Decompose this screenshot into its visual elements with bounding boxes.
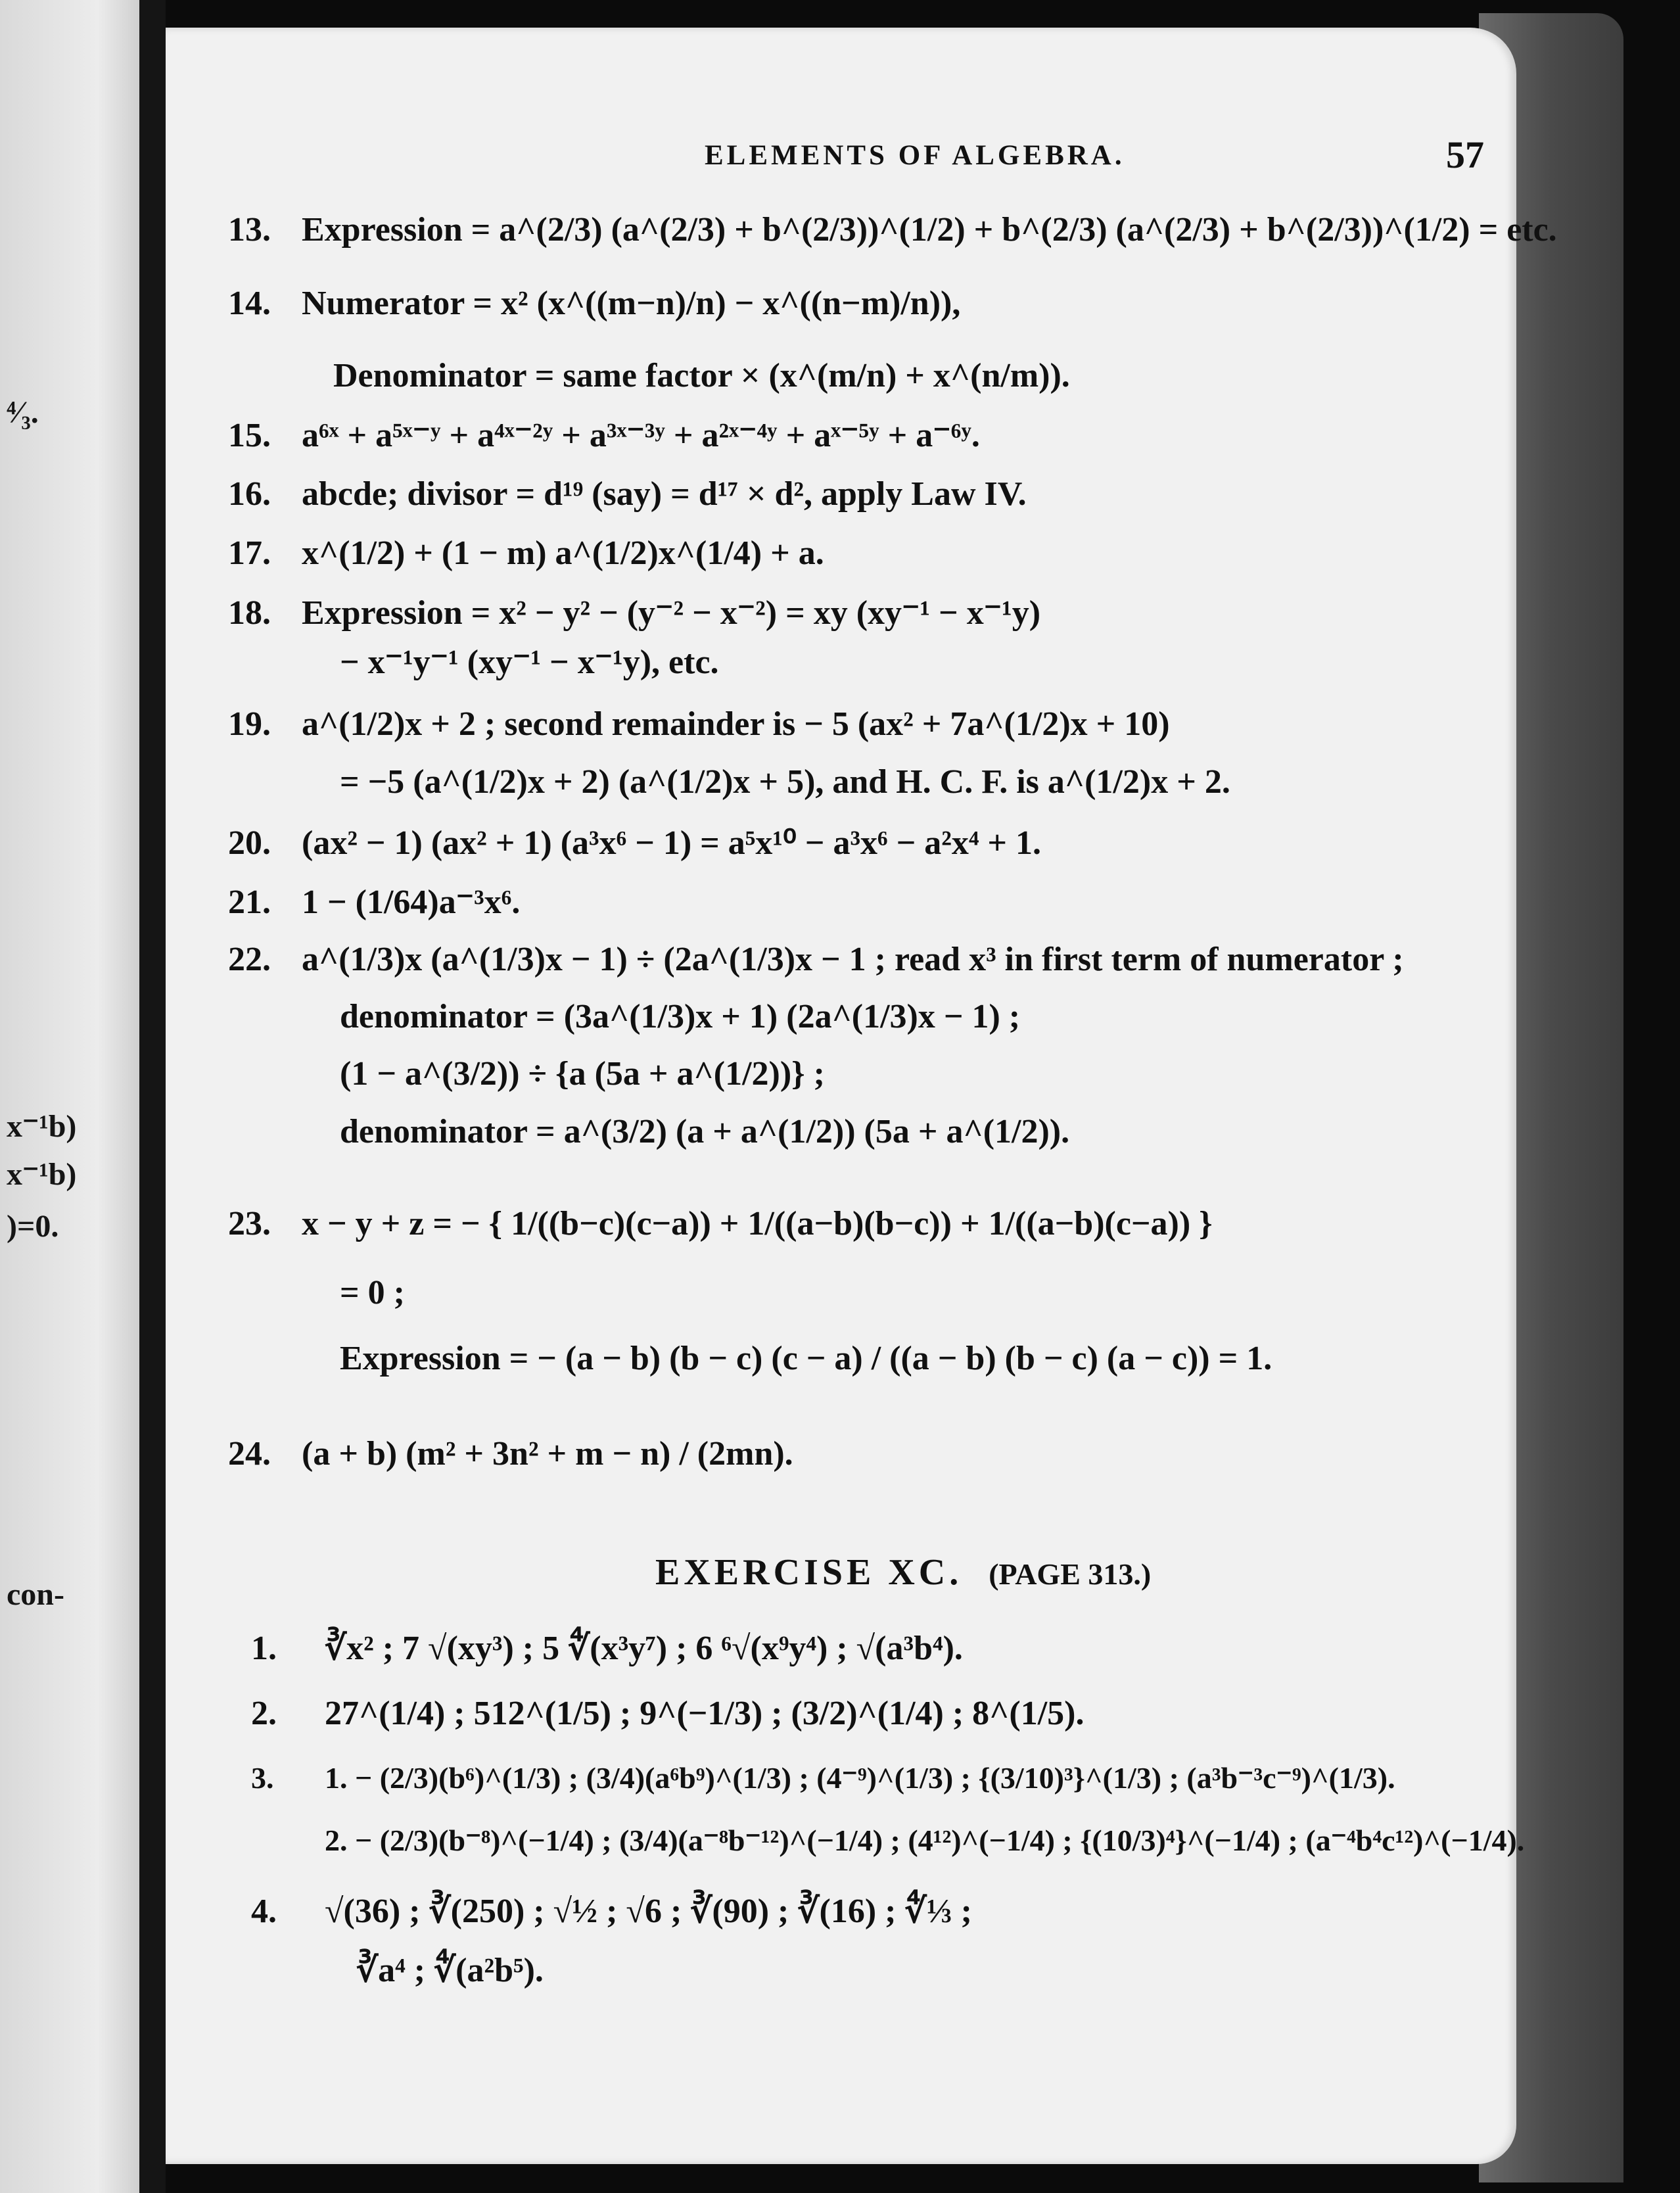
answer-number: 1. bbox=[251, 1630, 277, 1667]
margin-fragment: )=0. bbox=[7, 1209, 59, 1244]
answer-line bbox=[228, 415, 980, 455]
answer-text: Denominator = same factor × (x^(m/n) + x^(n/m)). bbox=[333, 357, 1070, 394]
answer-line bbox=[251, 1694, 1084, 1733]
answer-line bbox=[228, 823, 1041, 862]
answer-line bbox=[333, 356, 1070, 395]
answer-text: (a + b) (m² + 3n² + m − n) / (2mn). bbox=[302, 1435, 793, 1473]
answer-number: 2. bbox=[251, 1695, 277, 1732]
margin-fragment: con- bbox=[7, 1577, 64, 1612]
answer-number: 14. bbox=[228, 285, 271, 322]
answer-text: Expression = − (a − b) (b − c) (c − a) / ((a − b) (b − c) (a − c)) = 1. bbox=[340, 1340, 1272, 1377]
answer-text: ∛a⁴ ; ∜(a²b⁵). bbox=[356, 1952, 544, 1989]
answer-line bbox=[228, 1204, 1213, 1243]
answer-line bbox=[228, 475, 1027, 513]
exercise-page-ref: (PAGE 313.) bbox=[989, 1557, 1152, 1591]
answer-text: abcde; divisor = d¹⁹ (say) = d¹⁷ × d², apply Law IV. bbox=[302, 475, 1027, 513]
margin-fragment: x⁻¹b) bbox=[7, 1109, 77, 1144]
answer-text: 1. − (2/3)(b⁶)^(1/3) ; (3/4)(a⁶b⁹)^(1/3) ; (4⁻⁹)^(1/3) ; {(3/10)³}^(1/3) ; (a³b⁻³c⁻⁹)^(1/3). bbox=[325, 1761, 1395, 1795]
answer-line bbox=[251, 1628, 963, 1668]
answer-number: 18. bbox=[228, 594, 271, 632]
book-gutter bbox=[139, 0, 166, 2193]
answer-number: 22. bbox=[228, 941, 271, 978]
answer-line bbox=[251, 1760, 1395, 1795]
answer-line bbox=[325, 1822, 1524, 1858]
answer-line bbox=[340, 763, 1230, 801]
page-number: 57 bbox=[1446, 133, 1484, 176]
answer-line bbox=[340, 997, 1020, 1036]
answer-number: 13. bbox=[228, 211, 271, 248]
answer-text: = −5 (a^(1/2)x + 2) (a^(1/2)x + 5), and H. C. F. is a^(1/2)x + 2. bbox=[340, 763, 1230, 801]
answer-text: Expression = x² − y² − (y⁻² − x⁻²) = xy (xy⁻¹ − x⁻¹y) bbox=[302, 594, 1041, 632]
facing-page-edge bbox=[0, 0, 139, 2193]
answer-number: 19. bbox=[228, 705, 271, 743]
exercise-heading bbox=[655, 1551, 1151, 1593]
answer-number: 23. bbox=[228, 1205, 271, 1242]
answer-text: x^(1/2) + (1 − m) a^(1/2)x^(1/4) + a. bbox=[302, 534, 824, 572]
answer-number: 20. bbox=[228, 824, 271, 862]
answer-text: 1 − (1/64)a⁻³x⁶. bbox=[302, 884, 521, 921]
answer-text: (1 − a^(3/2)) ÷ {a (5a + a^(1/2))} ; bbox=[340, 1055, 825, 1093]
answer-line bbox=[340, 1112, 1069, 1151]
answer-number: 17. bbox=[228, 534, 271, 572]
answer-line bbox=[340, 1054, 825, 1093]
answer-text: a^(1/3)x (a^(1/3)x − 1) ÷ (2a^(1/3)x − 1 ; read x³ in first term of numerator ; bbox=[302, 941, 1404, 978]
answer-line bbox=[340, 1273, 405, 1312]
answer-text: − x⁻¹y⁻¹ (xy⁻¹ − x⁻¹y), etc. bbox=[340, 644, 719, 681]
answer-line bbox=[251, 1891, 972, 1931]
answer-text: Expression = a^(2/3) (a^(2/3) + b^(2/3))^(1/2) + b^(2/3) (a^(2/3) + b^(2/3))^(1/2) = etc. bbox=[302, 211, 1557, 248]
answer-text: a⁶ˣ + a⁵ˣ⁻ʸ + a⁴ˣ⁻²ʸ + a³ˣ⁻³ʸ + a²ˣ⁻⁴ʸ + aˣ⁻⁵ʸ + a⁻⁶ʸ. bbox=[302, 417, 980, 454]
book-page bbox=[166, 28, 1557, 2164]
answer-line bbox=[228, 1434, 793, 1473]
answer-text: ∛x² ; 7 √(xy³) ; 5 ∜(x³y⁷) ; 6 ⁶√(x⁹y⁴) ; √(a³b⁴). bbox=[325, 1630, 963, 1667]
answer-line bbox=[228, 210, 1557, 249]
answer-line bbox=[340, 1339, 1272, 1378]
margin-fragment: x⁻¹b) bbox=[7, 1157, 77, 1192]
answer-line bbox=[340, 642, 719, 682]
answer-text: Numerator = x² (x^((m−n)/n) − x^((n−m)/n)), bbox=[302, 285, 961, 322]
answer-text: denominator = (3a^(1/3)x + 1) (2a^(1/3)x − 1) ; bbox=[340, 998, 1021, 1035]
answer-text: 27^(1/4) ; 512^(1/5) ; 9^(−1/3) ; (3/2)^(1/4) ; 8^(1/5). bbox=[325, 1695, 1085, 1732]
answer-number: 4. bbox=[251, 1893, 277, 1930]
answer-number: 24. bbox=[228, 1435, 271, 1473]
answer-line bbox=[356, 1950, 544, 1990]
answer-number: 16. bbox=[228, 475, 271, 513]
margin-fragment: ⁴⁄₃. bbox=[7, 395, 39, 430]
answer-text: = 0 ; bbox=[340, 1274, 405, 1311]
answer-line bbox=[228, 940, 1404, 979]
answer-text: a^(1/2)x + 2 ; second remainder is − 5 (ax² + 7a^(1/2)x + 10) bbox=[302, 705, 1170, 743]
answer-line bbox=[228, 534, 824, 573]
answer-line bbox=[228, 882, 520, 922]
answer-text: 2. − (2/3)(b⁻⁸)^(−1/4) ; (3/4)(a⁻⁸b⁻¹²)^(−1/4) ; (4¹²)^(−1/4) ; {(10/3)⁴}^(−1/4) ; (a⁻⁴b⁴c¹²)^(−1/4). bbox=[325, 1824, 1525, 1857]
answer-text: √(36) ; ∛(250) ; √½ ; √6 ; ∛(90) ; ∛(16) ; ∜⅓ ; bbox=[325, 1893, 972, 1930]
answer-text: x − y + z = − { 1/((b−c)(c−a)) + 1/((a−b)(b−c)) + 1/((a−b)(c−a)) } bbox=[302, 1205, 1213, 1242]
answer-number: 21. bbox=[228, 884, 271, 921]
answer-number: 15. bbox=[228, 417, 271, 454]
answer-number: 3. bbox=[251, 1761, 274, 1795]
running-header: ELEMENTS OF ALGEBRA. bbox=[705, 140, 1125, 171]
answer-text: denominator = a^(3/2) (a + a^(1/2)) (5a + a^(1/2)). bbox=[340, 1113, 1070, 1150]
answer-line bbox=[228, 284, 960, 323]
exercise-title: EXERCISE XC. bbox=[655, 1552, 963, 1593]
answer-line bbox=[228, 593, 1040, 632]
answer-text: (ax² − 1) (ax² + 1) (a³x⁶ − 1) = a⁵x¹⁰ − a³x⁶ − a²x⁴ + 1. bbox=[302, 824, 1042, 862]
answer-line bbox=[228, 705, 1170, 743]
